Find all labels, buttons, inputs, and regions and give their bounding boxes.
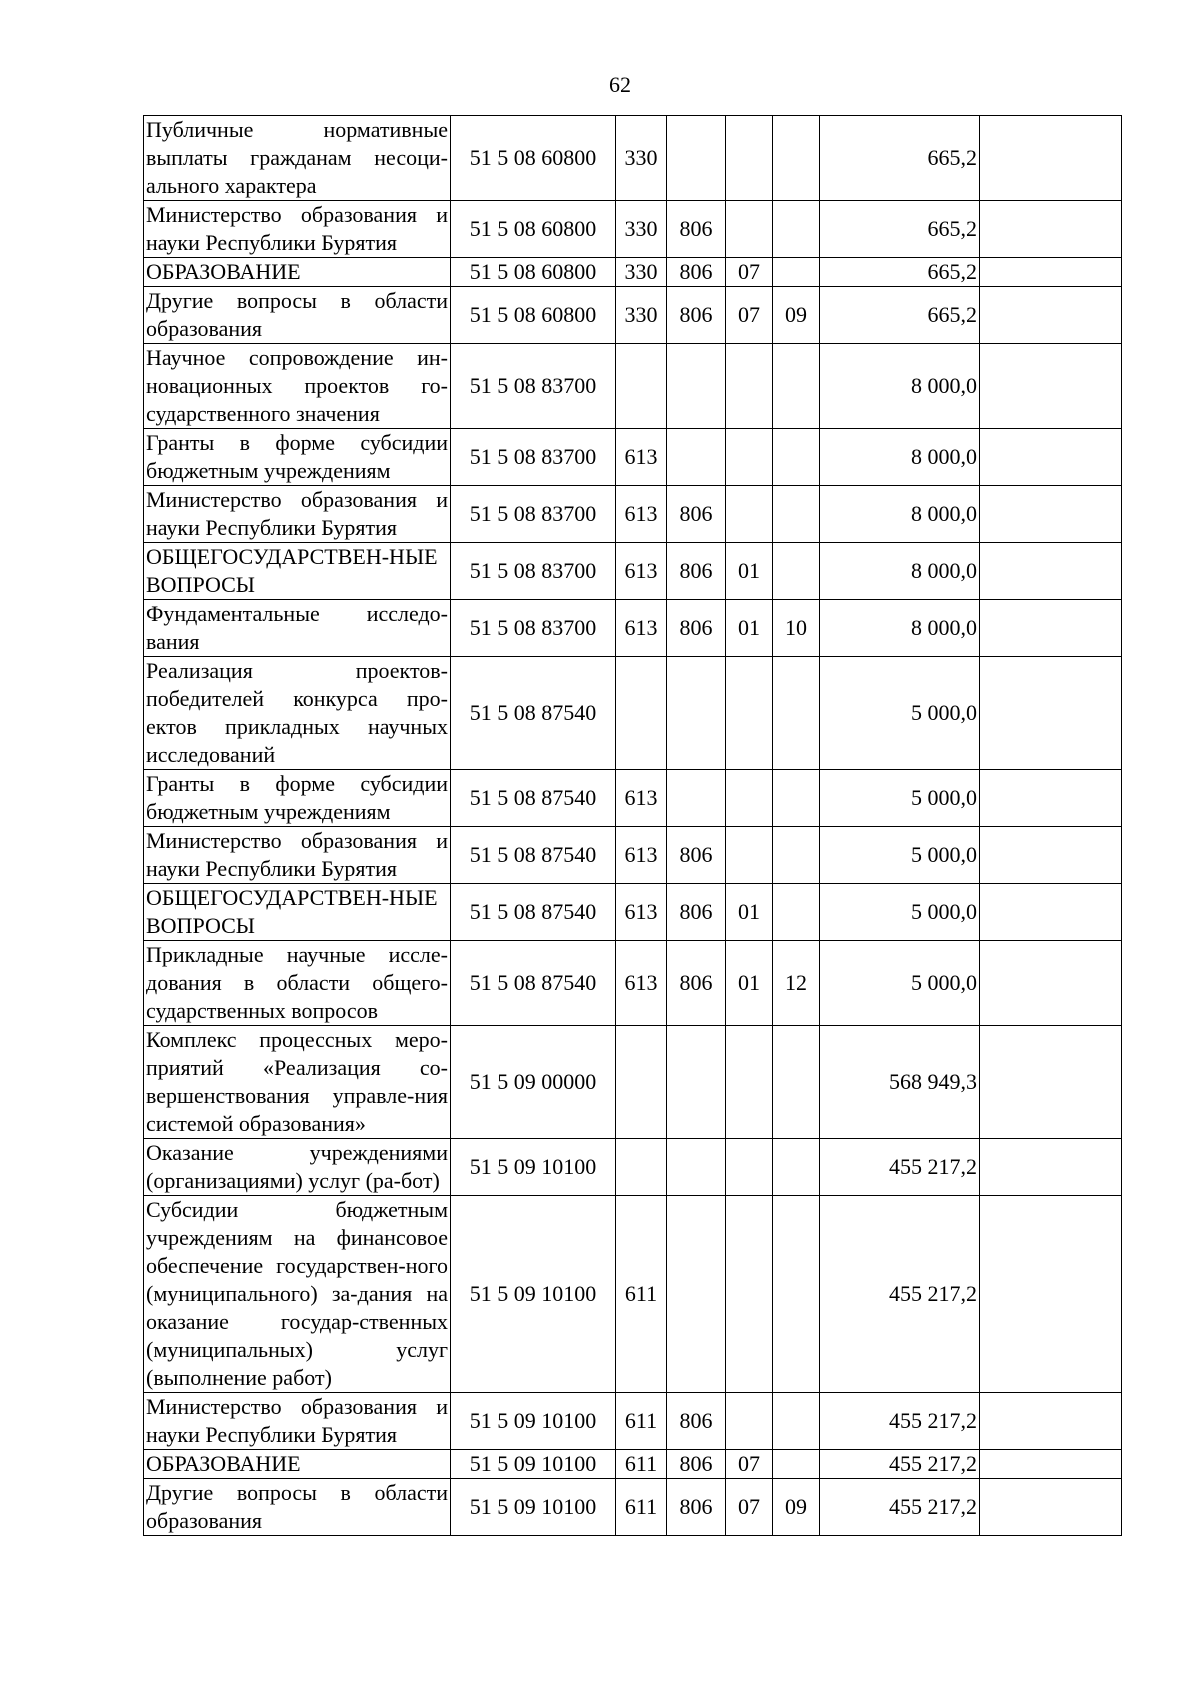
section-cell: 07	[726, 1450, 773, 1479]
target-code-cell: 51 5 08 83700	[451, 429, 616, 486]
ministry-code-cell	[667, 344, 726, 429]
table-row	[144, 486, 1122, 543]
empty-cell	[980, 486, 1122, 543]
subsection-cell	[773, 1139, 820, 1196]
table-row	[144, 827, 1122, 884]
expense-type-cell: 613	[616, 543, 667, 600]
budget-table	[143, 115, 1122, 1536]
row-name-cell: Оказание учреждениями (организациями) услуг (ра-бот)	[144, 1139, 451, 1196]
ministry-code-cell	[667, 116, 726, 201]
empty-cell	[980, 1479, 1122, 1536]
row-name-cell: Министерство образования и науки Республики Бурятия	[144, 1393, 451, 1450]
empty-cell	[980, 258, 1122, 287]
table-row	[144, 1450, 1122, 1479]
target-code-cell: 51 5 09 10100	[451, 1479, 616, 1536]
section-cell	[726, 1139, 773, 1196]
subsection-cell: 10	[773, 600, 820, 657]
ministry-code-cell	[667, 1139, 726, 1196]
amount-cell: 568 949,3	[820, 1026, 980, 1139]
row-name-cell: Комплекс процессных меро-приятий «Реализация со-вершенствования управле-ния системой образования»	[144, 1026, 451, 1139]
table-row	[144, 201, 1122, 258]
expense-type-cell: 613	[616, 600, 667, 657]
target-code-cell: 51 5 08 60800	[451, 258, 616, 287]
target-code-cell: 51 5 09 10100	[451, 1139, 616, 1196]
expense-type-cell	[616, 344, 667, 429]
target-code-cell: 51 5 09 10100	[451, 1393, 616, 1450]
subsection-cell	[773, 116, 820, 201]
subsection-cell	[773, 1393, 820, 1450]
amount-cell: 5 000,0	[820, 827, 980, 884]
row-name-cell: Министерство образования и науки Республики Бурятия	[144, 827, 451, 884]
expense-type-cell: 330	[616, 287, 667, 344]
empty-cell	[980, 827, 1122, 884]
empty-cell	[980, 1393, 1122, 1450]
expense-type-cell	[616, 1139, 667, 1196]
section-cell	[726, 116, 773, 201]
subsection-cell	[773, 344, 820, 429]
table-row	[144, 1026, 1122, 1139]
ministry-code-cell: 806	[667, 1479, 726, 1536]
empty-cell	[980, 543, 1122, 600]
target-code-cell: 51 5 08 60800	[451, 116, 616, 201]
target-code-cell: 51 5 08 83700	[451, 344, 616, 429]
row-name-cell: Научное сопровождение ин-новационных проектов го-сударственного значения	[144, 344, 451, 429]
table-row	[144, 429, 1122, 486]
target-code-cell: 51 5 08 60800	[451, 287, 616, 344]
empty-cell	[980, 941, 1122, 1026]
amount-cell: 455 217,2	[820, 1139, 980, 1196]
target-code-cell: 51 5 09 10100	[451, 1450, 616, 1479]
amount-cell: 8 000,0	[820, 600, 980, 657]
expense-type-cell: 611	[616, 1393, 667, 1450]
ministry-code-cell: 806	[667, 486, 726, 543]
empty-cell	[980, 1139, 1122, 1196]
table-row	[144, 884, 1122, 941]
subsection-cell: 12	[773, 941, 820, 1026]
amount-cell: 665,2	[820, 287, 980, 344]
expense-type-cell	[616, 657, 667, 770]
amount-cell: 455 217,2	[820, 1393, 980, 1450]
table-row	[144, 344, 1122, 429]
expense-type-cell: 611	[616, 1450, 667, 1479]
row-name-cell: Гранты в форме субсидии бюджетным учреждениям	[144, 429, 451, 486]
table-row	[144, 258, 1122, 287]
row-name-cell: Субсидии бюджетным учреждениям на финансовое обеспечение государствен-ного (муниципального) за-дания на оказание государ-ственных (муниципальных) услуг (выполнение работ)	[144, 1196, 451, 1393]
subsection-cell	[773, 543, 820, 600]
ministry-code-cell: 806	[667, 287, 726, 344]
expense-type-cell: 613	[616, 486, 667, 543]
subsection-cell: 09	[773, 287, 820, 344]
row-name-cell: Другие вопросы в области образования	[144, 1479, 451, 1536]
target-code-cell: 51 5 08 83700	[451, 543, 616, 600]
amount-cell: 665,2	[820, 116, 980, 201]
row-name-cell: Публичные нормативные выплаты гражданам несоци-ального характера	[144, 116, 451, 201]
row-name-cell: ОБРАЗОВАНИЕ	[144, 258, 451, 287]
section-cell	[726, 657, 773, 770]
ministry-code-cell	[667, 1026, 726, 1139]
row-name-cell: Реализация проектов-победителей конкурса про-ектов прикладных научных исследований	[144, 657, 451, 770]
table-row	[144, 941, 1122, 1026]
amount-cell: 5 000,0	[820, 941, 980, 1026]
table-row	[144, 770, 1122, 827]
section-cell	[726, 486, 773, 543]
amount-cell: 5 000,0	[820, 657, 980, 770]
section-cell: 01	[726, 600, 773, 657]
section-cell	[726, 429, 773, 486]
target-code-cell: 51 5 08 87540	[451, 827, 616, 884]
ministry-code-cell: 806	[667, 201, 726, 258]
amount-cell: 665,2	[820, 201, 980, 258]
ministry-code-cell: 806	[667, 827, 726, 884]
ministry-code-cell: 806	[667, 884, 726, 941]
amount-cell: 5 000,0	[820, 884, 980, 941]
row-name-cell: Другие вопросы в области образования	[144, 287, 451, 344]
subsection-cell	[773, 201, 820, 258]
empty-cell	[980, 287, 1122, 344]
row-name-cell: Министерство образования и науки Республики Бурятия	[144, 486, 451, 543]
expense-type-cell: 330	[616, 258, 667, 287]
amount-cell: 455 217,2	[820, 1196, 980, 1393]
table-row	[144, 1139, 1122, 1196]
table-row	[144, 1196, 1122, 1393]
section-cell	[726, 1026, 773, 1139]
expense-type-cell: 613	[616, 884, 667, 941]
subsection-cell	[773, 258, 820, 287]
row-name-cell: Гранты в форме субсидии бюджетным учреждениям	[144, 770, 451, 827]
budget-table-body	[144, 116, 1122, 1536]
section-cell	[726, 1196, 773, 1393]
empty-cell	[980, 201, 1122, 258]
row-name-cell: ОБЩЕГОСУДАРСТВЕН-НЫЕ ВОПРОСЫ	[144, 884, 451, 941]
subsection-cell	[773, 770, 820, 827]
target-code-cell: 51 5 08 87540	[451, 770, 616, 827]
ministry-code-cell: 806	[667, 543, 726, 600]
target-code-cell: 51 5 09 00000	[451, 1026, 616, 1139]
expense-type-cell	[616, 1026, 667, 1139]
subsection-cell	[773, 1026, 820, 1139]
empty-cell	[980, 884, 1122, 941]
table-row	[144, 600, 1122, 657]
empty-cell	[980, 1450, 1122, 1479]
expense-type-cell: 613	[616, 770, 667, 827]
ministry-code-cell: 806	[667, 1393, 726, 1450]
ministry-code-cell: 806	[667, 941, 726, 1026]
subsection-cell: 09	[773, 1479, 820, 1536]
target-code-cell: 51 5 08 60800	[451, 201, 616, 258]
expense-type-cell: 330	[616, 116, 667, 201]
amount-cell: 455 217,2	[820, 1479, 980, 1536]
expense-type-cell: 613	[616, 827, 667, 884]
section-cell	[726, 1393, 773, 1450]
subsection-cell	[773, 486, 820, 543]
target-code-cell: 51 5 09 10100	[451, 1196, 616, 1393]
amount-cell: 8 000,0	[820, 429, 980, 486]
empty-cell	[980, 344, 1122, 429]
row-name-cell: Прикладные научные иссле-дования в области общего-сударственных вопросов	[144, 941, 451, 1026]
subsection-cell	[773, 1450, 820, 1479]
empty-cell	[980, 1196, 1122, 1393]
section-cell: 01	[726, 543, 773, 600]
section-cell	[726, 344, 773, 429]
ministry-code-cell	[667, 770, 726, 827]
amount-cell: 8 000,0	[820, 543, 980, 600]
table-row	[144, 287, 1122, 344]
empty-cell	[980, 770, 1122, 827]
ministry-code-cell: 806	[667, 258, 726, 287]
empty-cell	[980, 657, 1122, 770]
expense-type-cell: 613	[616, 941, 667, 1026]
row-name-cell: ОБРАЗОВАНИЕ	[144, 1450, 451, 1479]
subsection-cell	[773, 657, 820, 770]
section-cell	[726, 770, 773, 827]
row-name-cell: Фундаментальные исследо-вания	[144, 600, 451, 657]
empty-cell	[980, 1026, 1122, 1139]
target-code-cell: 51 5 08 83700	[451, 600, 616, 657]
section-cell: 01	[726, 884, 773, 941]
empty-cell	[980, 600, 1122, 657]
ministry-code-cell	[667, 657, 726, 770]
expense-type-cell: 611	[616, 1479, 667, 1536]
target-code-cell: 51 5 08 87540	[451, 657, 616, 770]
expense-type-cell: 611	[616, 1196, 667, 1393]
section-cell: 07	[726, 258, 773, 287]
subsection-cell	[773, 884, 820, 941]
subsection-cell	[773, 429, 820, 486]
row-name-cell: Министерство образования и науки Республики Бурятия	[144, 201, 451, 258]
section-cell: 01	[726, 941, 773, 1026]
target-code-cell: 51 5 08 83700	[451, 486, 616, 543]
amount-cell: 455 217,2	[820, 1450, 980, 1479]
subsection-cell	[773, 1196, 820, 1393]
empty-cell	[980, 429, 1122, 486]
subsection-cell	[773, 827, 820, 884]
empty-cell	[980, 116, 1122, 201]
section-cell: 07	[726, 1479, 773, 1536]
amount-cell: 5 000,0	[820, 770, 980, 827]
amount-cell: 665,2	[820, 258, 980, 287]
table-row	[144, 116, 1122, 201]
ministry-code-cell	[667, 1196, 726, 1393]
expense-type-cell: 330	[616, 201, 667, 258]
table-row	[144, 657, 1122, 770]
table-row	[144, 1393, 1122, 1450]
table-row	[144, 543, 1122, 600]
section-cell	[726, 827, 773, 884]
target-code-cell: 51 5 08 87540	[451, 884, 616, 941]
ministry-code-cell: 806	[667, 1450, 726, 1479]
section-cell: 07	[726, 287, 773, 344]
target-code-cell: 51 5 08 87540	[451, 941, 616, 1026]
amount-cell: 8 000,0	[820, 344, 980, 429]
ministry-code-cell: 806	[667, 600, 726, 657]
page-number: 62	[609, 72, 631, 97]
section-cell	[726, 201, 773, 258]
ministry-code-cell	[667, 429, 726, 486]
amount-cell: 8 000,0	[820, 486, 980, 543]
expense-type-cell: 613	[616, 429, 667, 486]
row-name-cell: ОБЩЕГОСУДАРСТВЕН-НЫЕ ВОПРОСЫ	[144, 543, 451, 600]
table-row	[144, 1479, 1122, 1536]
